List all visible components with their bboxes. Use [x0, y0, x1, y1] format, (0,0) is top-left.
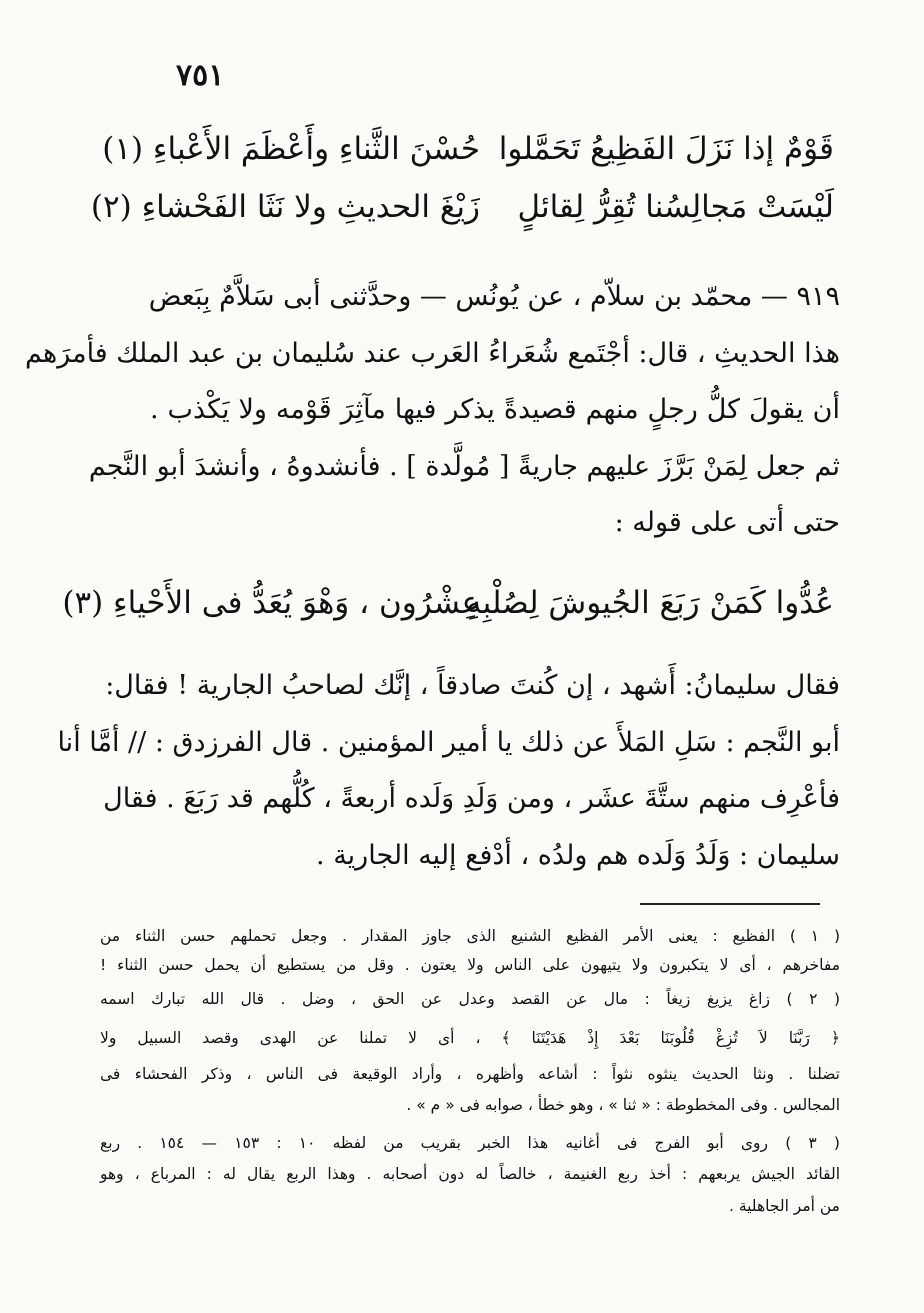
footnote-line: ﴿ رَبَّنَا لاَ تُزِغْ قُلُوبَنَا بَعْدَ إِذْ هَدَيْتَنَا ﴾ ، أى لا تملنا عن الهدى وقصد السبيل ولا	[100, 1029, 840, 1047]
paragraph1-line: هذا الحديثِ ، قال: أجْتَمع شُعَراءُ العَرب عند سُليمان بن عبد الملك فأمرَهم	[25, 338, 840, 369]
page-number: ٧٥١	[176, 58, 225, 93]
footnote-separator	[640, 903, 820, 905]
poem1-line1-second-hemistich: حُسْنَ الثَّناءِ وأَعْظَمَ الأَعْباءِ (١)	[102, 131, 480, 167]
poem2-second-hemistich: عِشْرُون ، وَهْوَ يُعَدُّ فى الأَحْياءِ (٣)	[62, 585, 480, 621]
paragraph2-line: سليمان : وَلَدُ وَلَده هم ولدُه ، أدْفع إليه الجارية .	[316, 840, 840, 871]
footnote-line: ( ١ ) الفظيع : يعنى الأمر الفظيع الشنيع الذى جاوز المقدار . وجعل تحملهم حسن الثناء من	[100, 927, 840, 945]
footnote-line: تضلنا . ونثا الحديث ينثوه نثواً : أشاعه وأظهره ، وأراد الوقيعة فى الناس ، وذكر الفحشاء فى	[100, 1065, 840, 1083]
paragraph1-line: أن يقولَ كلُّ رجلٍ منهم قصيدةً يذكر فيها مآثِرَ قَوْمه ولا يَكْذب .	[150, 394, 840, 425]
paragraph1-line: حتى أتى على قوله :	[614, 507, 840, 538]
poem1-line1-first-hemistich: قَوْمٌ إذا نَزَلَ الفَظِيعُ تَحَمَّلوا	[498, 131, 834, 167]
poem1-line2-second-hemistich: زَيْغَ الحديثِ ولا نَثَا الفَحْشاءِ (٢)	[90, 189, 480, 225]
footnote-line: مفاخرهم ، أى لا يتكبرون ولا يتيهون على الناس ولا يعتون . وقل من يستطيع أن يحمل حسن الثناء !	[100, 956, 840, 974]
paragraph2-line: أبو النَّجم : سَلِ المَلأَ عن ذلك يا أمير المؤمنين . قال الفرزدق : // أمَّا أنا	[57, 727, 840, 758]
footnote-line: ( ٣ ) روى أبو الفرج فى أغانيه هذا الخبر بقريب من لفظه ١٠ : ١٥٣ — ١٥٤ . ربع	[100, 1134, 840, 1152]
footnote-line: القائد الجيش يربعهم : أخذ ربع الغنيمة ، خالصاً له دون أصحابه . وهذا الربع يقال له : المرباع ، وهو	[100, 1165, 840, 1183]
paragraph1-line: ثم جعل لِمَنْ بَرَّزَ عليهم جاريةً [ مُولَّدة ] . فأنشدوهُ ، وأنشدَ أبو النَّجم	[88, 451, 840, 482]
footnote-line: المجالس . وفى المخطوطة : « ثنا » ، وهو خطأ ، صوابه فى « م » .	[406, 1096, 840, 1114]
paragraph1-line: ٩١٩ — محمّد بن سلاّم ، عن يُونُس — وحدَّثنى أبى سَلاَّمٌ بِبَعض	[148, 281, 840, 312]
footnote-line: من أمر الجاهلية .	[728, 1197, 840, 1215]
footnote-line: ( ٢ ) زاغ يزيغ زيغاً : مال عن القصد وعدل عن الحق ، وضل . قال الله تبارك اسمه	[100, 990, 840, 1008]
poem2-first-hemistich: عُدُّوا كَمَنْ رَبَعَ الجُيوشَ لِصُلْبِهِ	[466, 585, 834, 621]
paragraph2-line: فأعْرِف منهم ستَّةَ عشَر ، ومن وَلَدِ وَلَده أربعةً ، كُلُّهم قد رَبَعَ . فقال	[103, 783, 840, 814]
poem1-line2-first-hemistich: لَيْسَتْ مَجالِسُنا تُقِرُّ لِقائلٍ	[517, 189, 834, 225]
paragraph2-line: فقال سليمانُ: أَشهد ، إن كُنتَ صادقاً ، إنَّك لصاحبُ الجارية ! فقال:	[105, 670, 840, 701]
